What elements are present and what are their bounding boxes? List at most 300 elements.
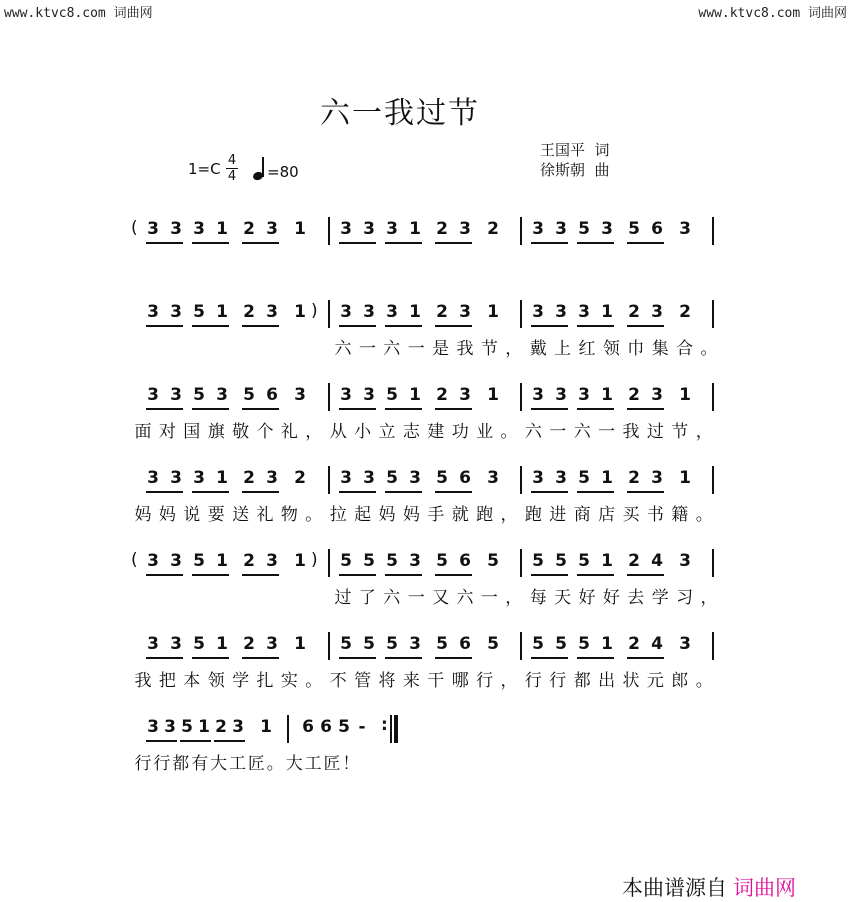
lyric-char: 敬 bbox=[232, 422, 250, 442]
note: 2 bbox=[294, 468, 306, 488]
beam-underline bbox=[435, 574, 472, 576]
lyric-char: 领 bbox=[207, 671, 225, 691]
note: 2 bbox=[628, 551, 640, 571]
note: 2 bbox=[243, 551, 255, 571]
note: 3 bbox=[170, 302, 182, 322]
lyric-char: 管 bbox=[354, 671, 372, 691]
note: 3 bbox=[193, 219, 205, 239]
barline bbox=[520, 466, 522, 494]
lyric-char: 来 bbox=[402, 671, 420, 691]
paren-close: ) bbox=[311, 550, 318, 570]
lyric-char: 业 bbox=[476, 422, 494, 442]
beam-underline bbox=[242, 574, 279, 576]
score-row bbox=[0, 381, 851, 411]
note: 5 bbox=[193, 385, 205, 405]
lyric-char: 。 bbox=[305, 505, 323, 525]
lyric-char: 志 bbox=[402, 422, 420, 442]
lyric-char: 行 bbox=[134, 754, 152, 774]
lyric-char: 一 bbox=[480, 588, 498, 608]
lyric-char: 大 bbox=[285, 754, 303, 774]
note: 3 bbox=[170, 385, 182, 405]
lyric-char: 过 bbox=[334, 588, 352, 608]
score-row bbox=[0, 464, 851, 494]
beam-underline bbox=[435, 491, 472, 493]
lyric-char: 。 bbox=[500, 422, 518, 442]
lyric-char: 妈 bbox=[134, 505, 152, 525]
lyric-char: 礼 bbox=[256, 505, 274, 525]
note: 5 bbox=[181, 717, 193, 737]
note: 3 bbox=[232, 717, 244, 737]
barline bbox=[328, 549, 330, 577]
barline bbox=[390, 715, 392, 743]
note: 1 bbox=[601, 551, 613, 571]
beam-underline bbox=[339, 408, 376, 410]
note: 3 bbox=[459, 302, 471, 322]
barline-thick bbox=[394, 715, 398, 743]
lyric-char: 一 bbox=[549, 422, 567, 442]
lyric-char: 跑 bbox=[524, 505, 542, 525]
lyric-char: 行 bbox=[549, 671, 567, 691]
note: 3 bbox=[459, 219, 471, 239]
barline bbox=[287, 715, 289, 743]
lyric-char: 行 bbox=[476, 671, 494, 691]
lyrics-line bbox=[0, 583, 851, 609]
lyric-char: 要 bbox=[207, 505, 225, 525]
paren-open: ( bbox=[131, 550, 138, 570]
score-row bbox=[0, 215, 851, 245]
note: 3 bbox=[578, 302, 590, 322]
note: 5 bbox=[532, 634, 544, 654]
note: 5 bbox=[487, 634, 499, 654]
note: 3 bbox=[147, 717, 159, 737]
lyric-char: 跑 bbox=[476, 505, 494, 525]
note: 3 bbox=[532, 302, 544, 322]
beam-underline bbox=[531, 325, 568, 327]
note: 5 bbox=[436, 634, 448, 654]
lyric-char: 了 bbox=[358, 588, 376, 608]
paren-close: ) bbox=[311, 301, 318, 321]
lyric-char: 六 bbox=[383, 339, 401, 359]
lyric-char: 手 bbox=[427, 505, 445, 525]
note: 3 bbox=[409, 551, 421, 571]
lyric-char: 小 bbox=[354, 422, 372, 442]
song-title: 六一我过节 bbox=[320, 96, 480, 131]
lyric-char: 上 bbox=[554, 339, 572, 359]
note: 4 bbox=[651, 551, 663, 571]
note: 1 bbox=[409, 219, 421, 239]
note: 5 bbox=[386, 468, 398, 488]
lyric-char: 店 bbox=[598, 505, 616, 525]
lyric-char: 学 bbox=[232, 671, 250, 691]
lyric-char: 好 bbox=[578, 588, 596, 608]
note: 5 bbox=[578, 551, 590, 571]
barline bbox=[520, 217, 522, 245]
lyric-char: 个 bbox=[256, 422, 274, 442]
paren-open: ( bbox=[131, 218, 138, 238]
lyric-char: 本 bbox=[183, 671, 201, 691]
note: 3 bbox=[147, 551, 159, 571]
lyric-char: 。 bbox=[266, 754, 284, 774]
lyric-char: 我 bbox=[622, 422, 640, 442]
beam-underline bbox=[146, 657, 183, 659]
beam-underline bbox=[531, 242, 568, 244]
note: 3 bbox=[601, 219, 613, 239]
beam-underline bbox=[385, 491, 422, 493]
lyric-char: 行 bbox=[524, 671, 542, 691]
note: 3 bbox=[532, 468, 544, 488]
barline bbox=[712, 383, 714, 411]
lyric-char: 把 bbox=[158, 671, 176, 691]
lyric-char: ， bbox=[500, 505, 518, 525]
beam-underline bbox=[146, 574, 183, 576]
note: 1 bbox=[260, 717, 272, 737]
beam-underline bbox=[385, 657, 422, 659]
note: 3 bbox=[340, 302, 352, 322]
beam-underline bbox=[531, 408, 568, 410]
beam-underline bbox=[531, 491, 568, 493]
note: 5 bbox=[487, 551, 499, 571]
lyric-char: 拉 bbox=[329, 505, 347, 525]
barline bbox=[712, 466, 714, 494]
note: 1 bbox=[294, 634, 306, 654]
credits bbox=[540, 140, 610, 180]
footer-brand: 词曲网 bbox=[733, 876, 796, 900]
note: 3 bbox=[147, 468, 159, 488]
lyric-char: 巾 bbox=[627, 339, 645, 359]
note: 3 bbox=[363, 385, 375, 405]
lyricist-credit: 王国平 词 bbox=[540, 141, 610, 159]
watermark-right: www.ktvc8.com 词曲网 bbox=[698, 6, 847, 21]
lyric-char: 一 bbox=[407, 339, 425, 359]
lyric-char: 不 bbox=[329, 671, 347, 691]
note: 1 bbox=[679, 468, 691, 488]
barline bbox=[328, 466, 330, 494]
note: 1 bbox=[679, 385, 691, 405]
beam-underline bbox=[435, 657, 472, 659]
beam-underline bbox=[192, 491, 229, 493]
lyric-char: 说 bbox=[183, 505, 201, 525]
lyric-char: ， bbox=[695, 422, 713, 442]
note: 5 bbox=[363, 551, 375, 571]
note: 3 bbox=[409, 468, 421, 488]
beam-underline bbox=[192, 242, 229, 244]
note: 5 bbox=[193, 302, 205, 322]
beam-underline bbox=[385, 408, 422, 410]
barline bbox=[328, 632, 330, 660]
beam-underline bbox=[627, 325, 664, 327]
note: 1 bbox=[294, 219, 306, 239]
beam-underline bbox=[385, 242, 422, 244]
note: 1 bbox=[216, 302, 228, 322]
note: 5 bbox=[628, 219, 640, 239]
barline bbox=[328, 383, 330, 411]
lyric-char: ， bbox=[505, 588, 523, 608]
lyric-char: 天 bbox=[554, 588, 572, 608]
lyric-char: 一 bbox=[358, 339, 376, 359]
lyric-char: 六 bbox=[573, 422, 591, 442]
note: 3 bbox=[266, 468, 278, 488]
note: 3 bbox=[679, 551, 691, 571]
lyric-char: 节 bbox=[480, 339, 498, 359]
lyric-char: 元 bbox=[646, 671, 664, 691]
note: 3 bbox=[363, 468, 375, 488]
note: 1 bbox=[487, 385, 499, 405]
lyric-char: 干 bbox=[427, 671, 445, 691]
lyric-char: 合 bbox=[676, 339, 694, 359]
score-row bbox=[0, 630, 851, 660]
lyric-char: 国 bbox=[183, 422, 201, 442]
note: 1 bbox=[198, 717, 210, 737]
note: 1 bbox=[601, 302, 613, 322]
beam-underline bbox=[435, 242, 472, 244]
lyric-char: 。 bbox=[305, 671, 323, 691]
note: 3 bbox=[487, 468, 499, 488]
beam-underline bbox=[531, 574, 568, 576]
lyric-char: 去 bbox=[627, 588, 645, 608]
lyric-char: 礼 bbox=[280, 422, 298, 442]
lyric-char: 工 bbox=[304, 754, 322, 774]
lyric-char: 建 bbox=[427, 422, 445, 442]
note: 2 bbox=[436, 302, 448, 322]
key-signature: 1=C bbox=[188, 160, 221, 178]
beam-underline bbox=[146, 242, 183, 244]
score-row bbox=[0, 298, 851, 328]
note: 2 bbox=[243, 468, 255, 488]
note: 3 bbox=[340, 219, 352, 239]
beam-underline bbox=[385, 574, 422, 576]
beam-underline bbox=[627, 574, 664, 576]
lyric-char: 每 bbox=[529, 588, 547, 608]
beam-underline bbox=[192, 574, 229, 576]
note: 3 bbox=[147, 385, 159, 405]
lyric-char: 节 bbox=[671, 422, 689, 442]
note: 6 bbox=[459, 551, 471, 571]
quarter-note-icon bbox=[253, 157, 267, 181]
beam-underline bbox=[435, 408, 472, 410]
note: 2 bbox=[436, 385, 448, 405]
beam-underline bbox=[627, 657, 664, 659]
beam-underline bbox=[627, 491, 664, 493]
score-row bbox=[0, 713, 851, 743]
note: 6 bbox=[459, 634, 471, 654]
note: 2 bbox=[436, 219, 448, 239]
lyric-char: 扎 bbox=[256, 671, 274, 691]
note: 2 bbox=[243, 634, 255, 654]
lyric-char: 书 bbox=[646, 505, 664, 525]
note: 3 bbox=[340, 385, 352, 405]
beam-underline bbox=[146, 491, 183, 493]
barline bbox=[520, 383, 522, 411]
beam-underline bbox=[339, 242, 376, 244]
lyric-char: 从 bbox=[329, 422, 347, 442]
note: 3 bbox=[532, 385, 544, 405]
lyric-char: 将 bbox=[378, 671, 396, 691]
beam-underline bbox=[577, 657, 614, 659]
note: 3 bbox=[216, 385, 228, 405]
lyric-char: 戴 bbox=[529, 339, 547, 359]
note: 2 bbox=[215, 717, 227, 737]
beam-underline bbox=[339, 325, 376, 327]
lyric-char: 商 bbox=[573, 505, 591, 525]
note: 5 bbox=[340, 634, 352, 654]
tempo-marking bbox=[253, 157, 299, 181]
note: 2 bbox=[243, 302, 255, 322]
note: 1 bbox=[294, 302, 306, 322]
note: 5 bbox=[555, 634, 567, 654]
barline bbox=[712, 632, 714, 660]
lyric-char: ， bbox=[700, 588, 718, 608]
tempo-value: =80 bbox=[267, 163, 299, 181]
note: 2 bbox=[679, 302, 691, 322]
lyric-char: 进 bbox=[549, 505, 567, 525]
lyric-char: 妈 bbox=[158, 505, 176, 525]
note: 3 bbox=[170, 219, 182, 239]
note: 2 bbox=[628, 302, 640, 322]
note: 3 bbox=[386, 219, 398, 239]
lyric-char: 好 bbox=[602, 588, 620, 608]
beam-underline bbox=[146, 325, 183, 327]
barline bbox=[520, 632, 522, 660]
note: 6 bbox=[459, 468, 471, 488]
lyric-char: 哪 bbox=[451, 671, 469, 691]
barline bbox=[328, 300, 330, 328]
note: 5 bbox=[555, 551, 567, 571]
note: 3 bbox=[294, 385, 306, 405]
lyric-char: 过 bbox=[646, 422, 664, 442]
lyric-char: 送 bbox=[232, 505, 250, 525]
beam-underline bbox=[192, 408, 229, 410]
lyric-char: 。 bbox=[700, 339, 718, 359]
lyric-char: 旗 bbox=[207, 422, 225, 442]
lyric-char: 六 bbox=[383, 588, 401, 608]
note: 5 bbox=[386, 634, 398, 654]
note: 1 bbox=[216, 551, 228, 571]
lyric-char: 工 bbox=[229, 754, 246, 774]
beam-underline bbox=[242, 491, 279, 493]
time-signature-bottom: 4 bbox=[227, 169, 237, 184]
lyric-char: 我 bbox=[134, 671, 152, 691]
note: 3 bbox=[170, 634, 182, 654]
note: 3 bbox=[147, 302, 159, 322]
note: 2 bbox=[628, 385, 640, 405]
lyric-char: 都 bbox=[573, 671, 591, 691]
note: 2 bbox=[487, 219, 499, 239]
note: 5 bbox=[193, 634, 205, 654]
note: 3 bbox=[266, 219, 278, 239]
lyric-char: 对 bbox=[158, 422, 176, 442]
composer-credit: 徐斯朝 曲 bbox=[540, 161, 610, 179]
lyric-char: 物 bbox=[280, 505, 298, 525]
lyrics-line bbox=[0, 666, 851, 692]
beam-underline bbox=[192, 325, 229, 327]
lyric-char: 妈 bbox=[378, 505, 396, 525]
note: 5 bbox=[436, 468, 448, 488]
note: 3 bbox=[555, 302, 567, 322]
lyric-char: 又 bbox=[432, 588, 450, 608]
note: 3 bbox=[651, 385, 663, 405]
lyric-char: 妈 bbox=[402, 505, 420, 525]
barline bbox=[712, 217, 714, 245]
lyric-char: 集 bbox=[651, 339, 669, 359]
note: 5 bbox=[243, 385, 255, 405]
time-signature bbox=[226, 153, 238, 184]
lyric-char: 六 bbox=[524, 422, 542, 442]
note: 5 bbox=[338, 717, 350, 737]
note: 3 bbox=[164, 717, 176, 737]
note: 3 bbox=[266, 634, 278, 654]
note: 1 bbox=[601, 634, 613, 654]
lyric-char: ， bbox=[305, 422, 323, 442]
note: 3 bbox=[578, 385, 590, 405]
lyric-char: 出 bbox=[598, 671, 616, 691]
lyric-char: 是 bbox=[432, 339, 450, 359]
score-row bbox=[0, 547, 851, 577]
barline bbox=[712, 549, 714, 577]
note: 3 bbox=[409, 634, 421, 654]
note: 3 bbox=[147, 634, 159, 654]
note: 3 bbox=[363, 219, 375, 239]
lyric-char: 习 bbox=[676, 588, 694, 608]
note: 1 bbox=[216, 634, 228, 654]
lyric-char: 都 bbox=[172, 754, 190, 774]
lyric-char: 匠 bbox=[323, 754, 341, 774]
lyric-char: 实 bbox=[280, 671, 298, 691]
note: 1 bbox=[216, 468, 228, 488]
barline bbox=[520, 300, 522, 328]
beam-underline bbox=[577, 574, 614, 576]
note: 3 bbox=[651, 302, 663, 322]
note: 4 bbox=[651, 634, 663, 654]
note: 3 bbox=[193, 468, 205, 488]
note: 3 bbox=[386, 302, 398, 322]
note: 6 bbox=[651, 219, 663, 239]
note: 3 bbox=[340, 468, 352, 488]
note: 1 bbox=[216, 219, 228, 239]
beam-underline bbox=[577, 242, 614, 244]
lyric-char: 学 bbox=[651, 588, 669, 608]
beam-underline bbox=[531, 657, 568, 659]
lyric-char: 立 bbox=[378, 422, 396, 442]
note: 5 bbox=[578, 219, 590, 239]
lyric-char: 大 bbox=[210, 754, 228, 774]
lyric-char: 六 bbox=[334, 339, 352, 359]
beam-underline bbox=[627, 242, 664, 244]
lyrics-line bbox=[0, 417, 851, 443]
note: 3 bbox=[147, 219, 159, 239]
beam-underline bbox=[192, 657, 229, 659]
note: 3 bbox=[679, 634, 691, 654]
lyric-char: 就 bbox=[451, 505, 469, 525]
barline bbox=[712, 300, 714, 328]
note: 6 bbox=[302, 717, 314, 737]
beam-underline bbox=[180, 740, 211, 742]
lyric-char: ， bbox=[505, 339, 523, 359]
beam-underline bbox=[214, 740, 245, 742]
note: 1 bbox=[487, 302, 499, 322]
note: 3 bbox=[555, 385, 567, 405]
footer-source bbox=[622, 872, 796, 902]
beam-underline bbox=[242, 408, 279, 410]
beam-underline bbox=[339, 574, 376, 576]
note: 5 bbox=[532, 551, 544, 571]
note: 1 bbox=[294, 551, 306, 571]
lyric-char: ， bbox=[500, 671, 518, 691]
lyric-char: 郎 bbox=[671, 671, 689, 691]
note: 3 bbox=[555, 219, 567, 239]
beam-underline bbox=[146, 740, 177, 742]
note: 5 bbox=[363, 634, 375, 654]
beam-underline bbox=[242, 242, 279, 244]
